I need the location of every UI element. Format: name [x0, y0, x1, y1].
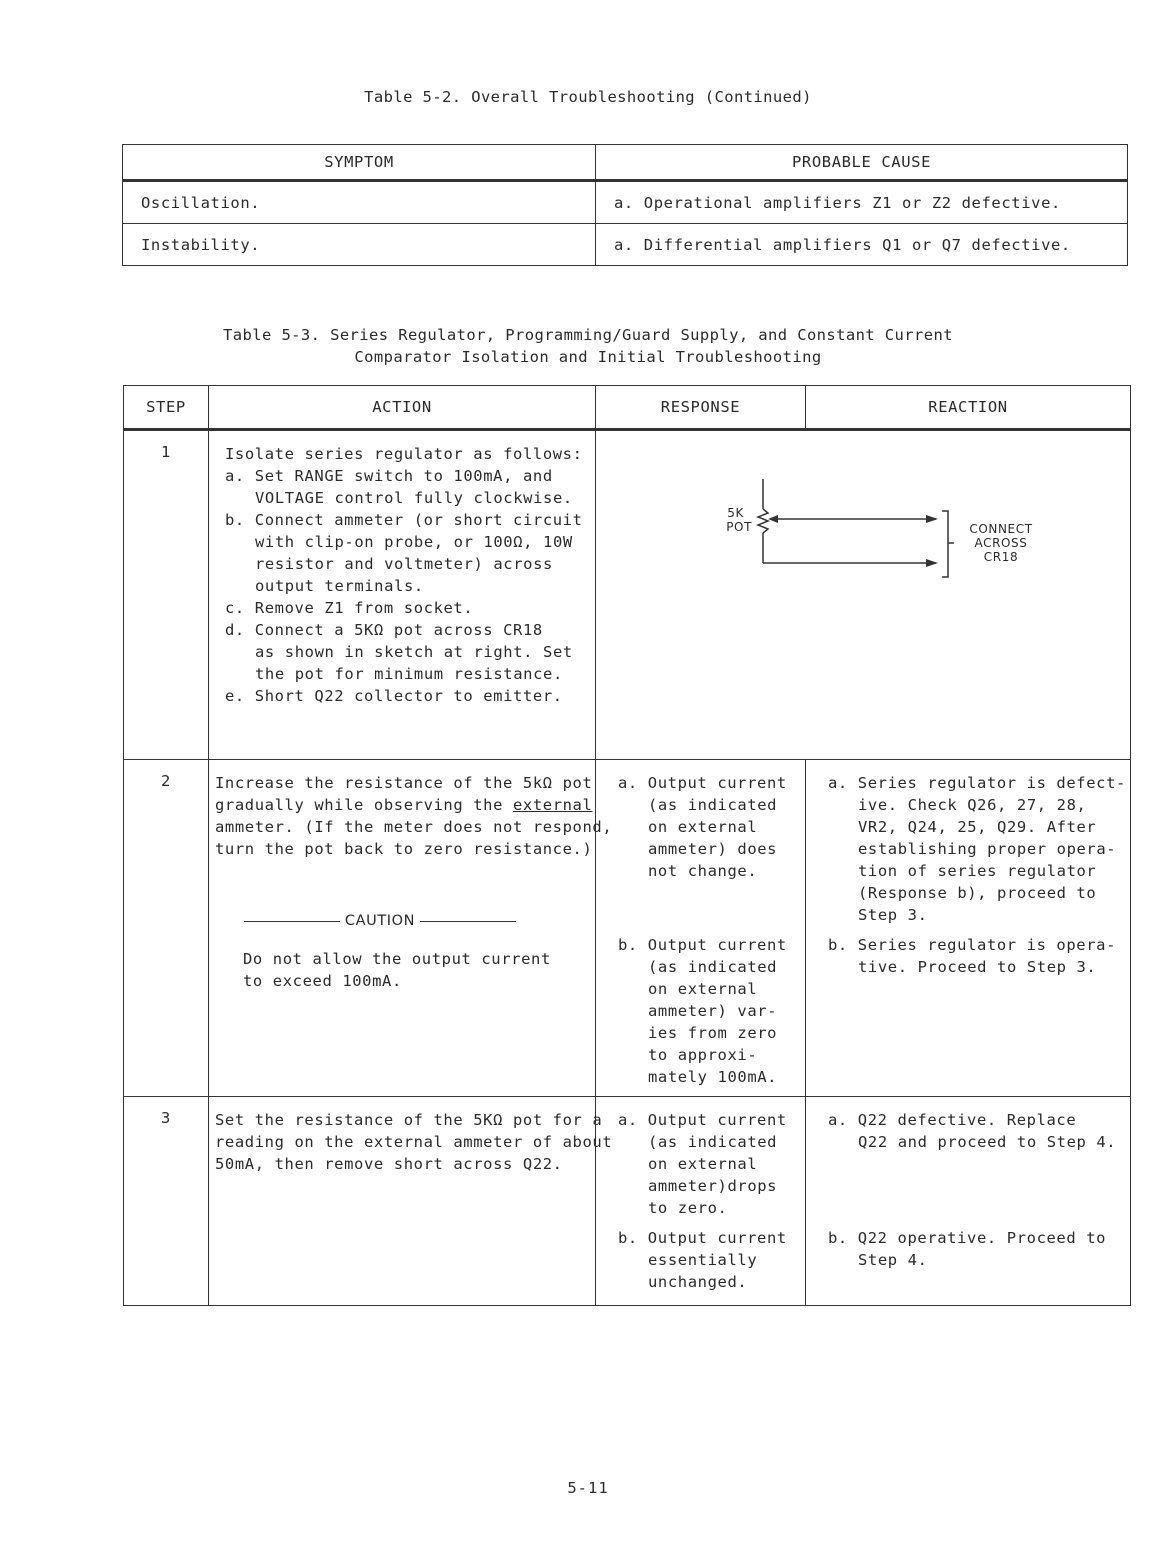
response-line: a. Output current — [618, 1111, 787, 1129]
table-5-3-caption-line-1: Table 5-3. Series Regulator, Programming/Guard Supply, and Constant Current — [223, 326, 953, 344]
action-line: Isolate series regulator as follows: — [225, 445, 583, 463]
caution-text — [215, 948, 587, 992]
pot-label: POT — [726, 520, 752, 534]
reaction-line: Step 4. — [858, 1251, 928, 1269]
reaction-b — [828, 1227, 1122, 1271]
table-row-step-1 — [124, 430, 1131, 760]
table-5-3 — [123, 385, 1131, 1306]
pot-resistor-icon — [758, 509, 768, 533]
action-line: with clip-on probe, or 100Ω, 10W — [255, 533, 573, 551]
action-line: Increase the resistance of the 5kΩ pot — [215, 774, 593, 792]
action-line: c. Remove Z1 from socket. — [225, 599, 474, 617]
header-reaction: REACTION — [806, 386, 1131, 430]
response-line: essentially — [648, 1251, 758, 1269]
reaction-line: tive. Proceed to Step 3. — [858, 958, 1097, 976]
symptom-cell: Instability. — [123, 224, 596, 266]
reaction-cell — [806, 1097, 1131, 1306]
response-line: (as indicated — [648, 796, 778, 814]
response-a — [618, 1109, 797, 1219]
table-header-row — [123, 145, 1128, 181]
response-a — [618, 772, 797, 882]
response-line: to approxi- — [648, 1046, 758, 1064]
wiper-arrow-icon — [768, 515, 778, 523]
action-cell — [209, 760, 613, 1097]
connect-note: ACROSS — [974, 536, 1028, 550]
action-text: gradually while observing the — [215, 796, 513, 814]
response-line: (as indicated — [648, 1133, 778, 1151]
reaction-line: Q22 and proceed to Step 4. — [858, 1133, 1117, 1151]
caution-line: to exceed 100mA. — [243, 972, 402, 990]
divider — [420, 921, 516, 922]
reaction-line: ive. Check Q26, 27, 28, — [858, 796, 1087, 814]
header-symptom: SYMPTOM — [123, 145, 596, 181]
action-line: e. Short Q22 collector to emitter. — [225, 687, 563, 705]
response-line: ies from zero — [648, 1024, 778, 1042]
caution-title: CAUTION — [344, 913, 416, 929]
response-line: ammeter)drops — [648, 1177, 778, 1195]
table-5-2 — [122, 144, 1128, 266]
reaction-line: (Response b), proceed to — [858, 884, 1097, 902]
arrow-right-icon — [926, 559, 938, 567]
table-header-row — [124, 386, 1131, 430]
action-line: ammeter. (If the meter does not respond, — [215, 818, 613, 836]
reaction-line: b. Series regulator is opera- — [828, 936, 1117, 954]
action-line: b. Connect ammeter (or short circuit — [225, 511, 583, 529]
reaction-a — [828, 1109, 1122, 1153]
response-b — [618, 934, 797, 1088]
divider — [244, 921, 340, 922]
reaction-line: a. Q22 defective. Replace — [828, 1111, 1077, 1129]
table-row-step-2 — [124, 760, 1131, 1097]
response-line: to zero. — [648, 1199, 728, 1217]
bracket-icon — [942, 511, 948, 577]
action-line: reading on the external ammeter of about — [215, 1133, 613, 1151]
reaction-a — [828, 772, 1126, 926]
table-5-3-caption-line-2: Comparator Isolation and Initial Troubleshooting — [354, 348, 822, 366]
response-line: not change. — [648, 862, 758, 880]
action-line: VOLTAGE control fully clockwise. — [255, 489, 573, 507]
response-line: ammeter) does — [648, 840, 778, 858]
cause-cell: a. Operational amplifiers Z1 or Z2 defective. — [596, 181, 1128, 224]
table-row — [123, 224, 1128, 266]
table-row — [123, 181, 1128, 224]
response-cell — [596, 1097, 806, 1306]
response-line: on external — [648, 818, 758, 836]
header-response: RESPONSE — [596, 386, 806, 430]
reaction-line: establishing proper opera- — [858, 840, 1117, 858]
pot-label: 5K — [727, 506, 744, 520]
reaction-line: b. Q22 operative. Proceed to — [828, 1229, 1107, 1247]
reaction-line: VR2, Q24, 25, Q29. After — [858, 818, 1097, 836]
response-line: on external — [648, 980, 758, 998]
response-cell — [596, 760, 806, 1097]
table-5-2-caption: Table 5-2. Overall Troubleshooting (Continued) — [364, 88, 812, 106]
action-line: 50mA, then remove short across Q22. — [215, 1155, 563, 1173]
header-probable-cause: PROBABLE CAUSE — [596, 145, 1128, 181]
symptom-cell: Oscillation. — [123, 181, 596, 224]
response-line: on external — [648, 1155, 758, 1173]
sketch-cell — [596, 430, 1131, 760]
response-line: (as indicated — [648, 958, 778, 976]
action-line: resistor and voltmeter) across — [255, 555, 553, 573]
reaction-line: Step 3. — [858, 906, 928, 924]
reaction-b — [828, 934, 1122, 978]
action-line: the pot for minimum resistance. — [255, 665, 563, 683]
page-number: 5-11 — [567, 1479, 609, 1497]
step-number: 1 — [124, 430, 209, 760]
header-step: STEP — [124, 386, 209, 430]
reaction-line: tion of series regulator — [858, 862, 1097, 880]
action-line: output terminals. — [255, 577, 424, 595]
response-line: b. Output current — [618, 1229, 787, 1247]
action-line: as shown in sketch at right. Set — [255, 643, 573, 661]
response-line: mately 100mA. — [648, 1068, 778, 1086]
action-line: Set the resistance of the 5KΩ pot for a — [215, 1111, 603, 1129]
action-cell — [209, 430, 596, 760]
action-cell — [209, 1097, 613, 1306]
step-number: 2 — [124, 760, 209, 1097]
connect-note: CR18 — [983, 550, 1019, 564]
reaction-line: a. Series regulator is defect- — [828, 774, 1126, 792]
response-line: b. Output current — [618, 936, 787, 954]
table-row-step-3 — [124, 1097, 1131, 1306]
step-number: 3 — [124, 1097, 209, 1306]
header-action: ACTION — [209, 386, 596, 430]
connect-note: CONNECT — [969, 522, 1033, 536]
response-line: ammeter) var- — [648, 1002, 778, 1020]
response-b — [618, 1227, 797, 1293]
reaction-cell — [806, 760, 1131, 1097]
response-line: unchanged. — [648, 1273, 748, 1291]
cause-cell: a. Differential amplifiers Q1 or Q7 defective. — [596, 224, 1128, 266]
response-line: a. Output current — [618, 774, 787, 792]
action-line: turn the pot back to zero resistance.) — [215, 840, 593, 858]
action-line — [215, 794, 593, 816]
arrow-right-icon — [926, 515, 938, 523]
action-line: a. Set RANGE switch to 100mA, and — [225, 467, 553, 485]
caution-line: Do not allow the output current — [243, 950, 551, 968]
emphasis-text: external — [512, 796, 593, 814]
pot-connection-sketch — [596, 471, 1116, 631]
caution-heading — [215, 910, 545, 932]
action-line: d. Connect a 5KΩ pot across CR18 — [225, 621, 543, 639]
